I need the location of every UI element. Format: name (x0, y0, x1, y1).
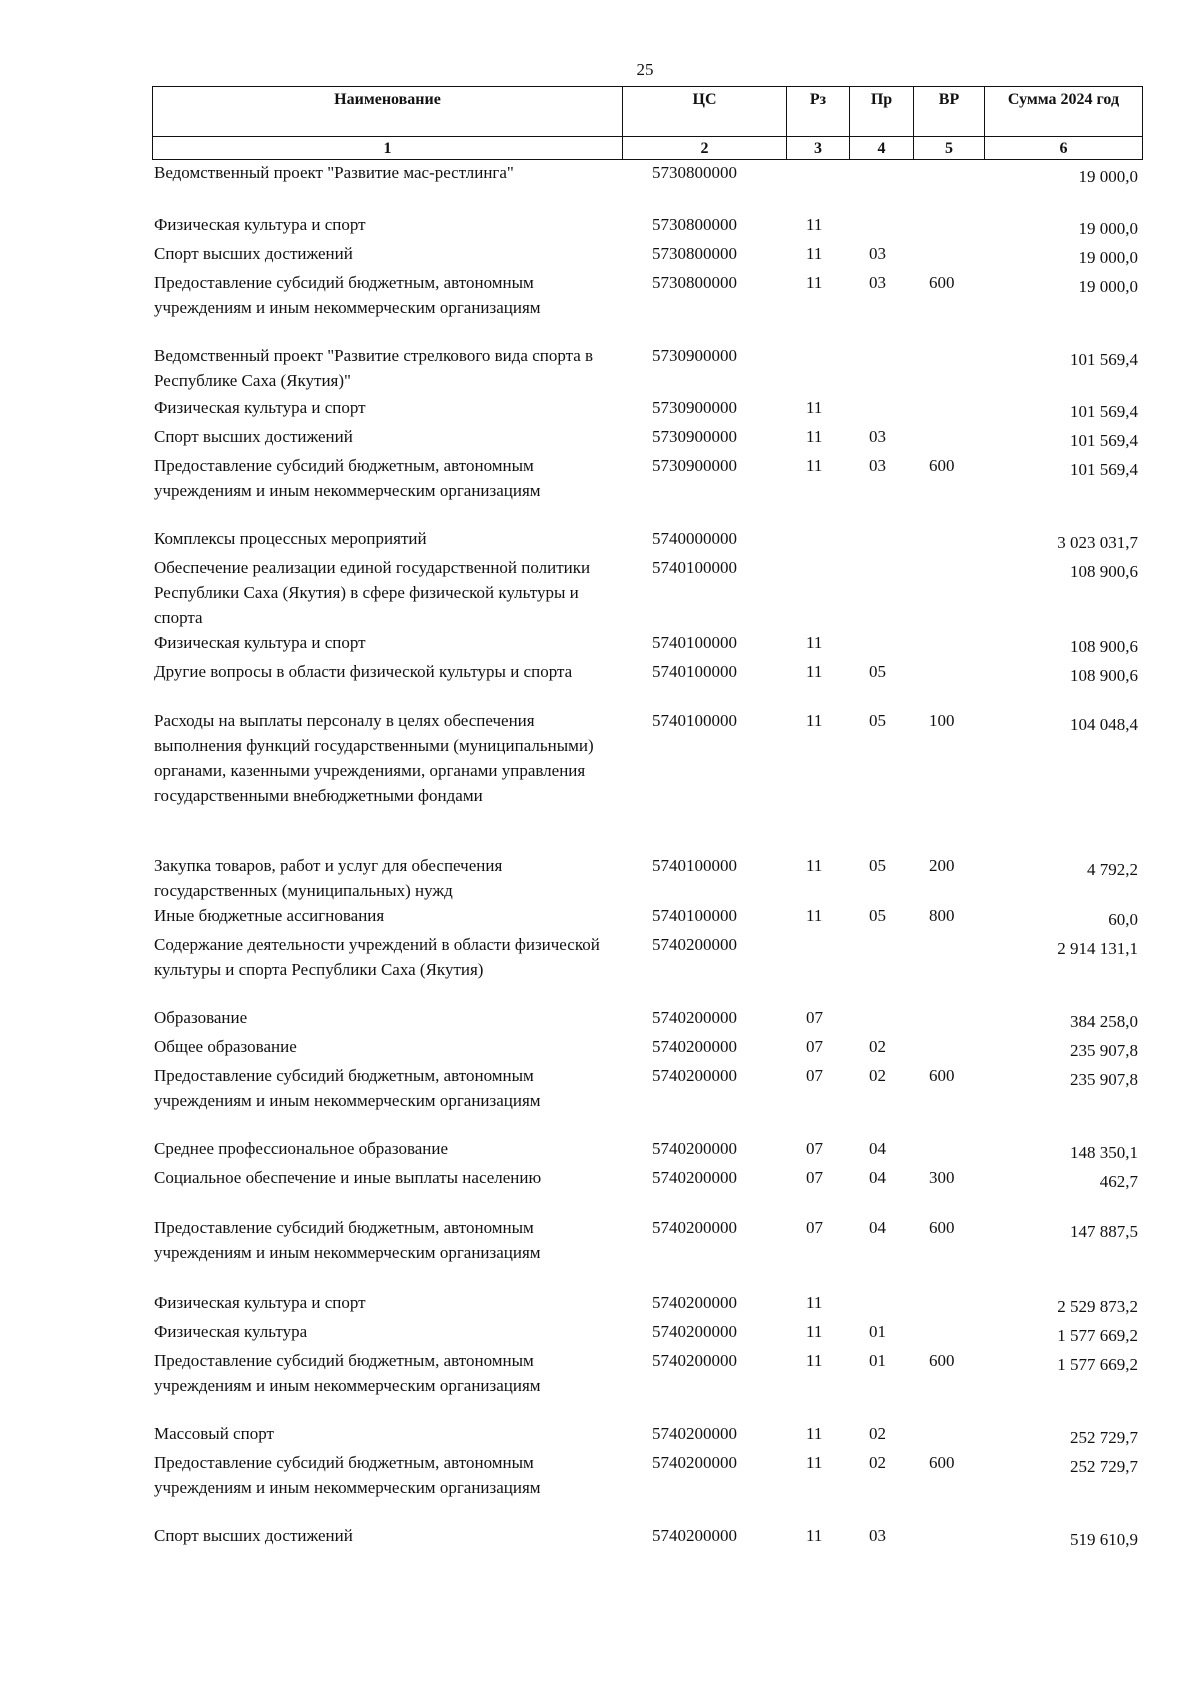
table-row (152, 1005, 1142, 1034)
cell-cs: 5730800000 (652, 215, 737, 234)
cell-name: Комплексы процессных мероприятий (154, 529, 427, 548)
cell-rz: 11 (806, 906, 823, 925)
cell-vr: 600 (929, 273, 955, 292)
cell-cs: 5740100000 (652, 662, 737, 681)
table-row (152, 1290, 1142, 1319)
cell-pr: 05 (869, 711, 886, 730)
cell-name: Предоставление субсидий бюджетным, автономным учреждениям и иным некоммерческим организациям (154, 1066, 541, 1110)
cell-rz: 11 (806, 398, 823, 417)
cell-cs: 5740200000 (652, 935, 737, 954)
cell-vr: 600 (929, 456, 955, 475)
cell-cs: 5740000000 (652, 529, 737, 548)
cell-rz: 11 (806, 1322, 823, 1341)
cell-sum: 2 529 873,2 (1057, 1297, 1138, 1316)
cell-vr: 600 (929, 1453, 955, 1472)
cell-sum: 462,7 (1099, 1172, 1138, 1191)
cell-sum: 108 900,6 (1070, 666, 1138, 685)
cell-pr (849, 160, 913, 212)
table-row (152, 241, 1142, 270)
cell-pr: 02 (869, 1066, 886, 1085)
cell-rz (786, 526, 849, 555)
cell-name: Предоставление субсидий бюджетным, автономным учреждениям и иным некоммерческим организациям (154, 1351, 541, 1395)
cell-rz: 11 (806, 427, 823, 446)
cell-vr (913, 1136, 984, 1165)
cell-sum: 148 350,1 (1070, 1143, 1138, 1162)
cell-cs: 5740100000 (652, 856, 737, 875)
cell-pr: 04 (869, 1218, 886, 1237)
cell-vr (913, 630, 984, 659)
cell-rz: 07 (806, 1218, 823, 1237)
cell-rz: 11 (806, 1293, 823, 1312)
cell-sum: 19 000,0 (1078, 167, 1138, 186)
cell-rz (786, 932, 849, 1005)
cell-cs: 5730800000 (652, 163, 737, 182)
cell-pr: 05 (869, 856, 886, 875)
table-row (152, 1063, 1142, 1136)
cell-sum: 252 729,7 (1070, 1457, 1138, 1476)
cell-name: Предоставление субсидий бюджетным, автономным учреждениям и иным некоммерческим организациям (154, 1218, 541, 1262)
cell-vr (913, 1421, 984, 1450)
cell-vr: 600 (929, 1351, 955, 1370)
cell-cs: 5740200000 (652, 1322, 737, 1341)
cell-name: Среднее профессиональное образование (154, 1139, 449, 1158)
column-number: 2 (623, 137, 787, 160)
cell-cs: 5730800000 (652, 244, 737, 263)
cell-rz: 11 (806, 456, 823, 475)
cell-name: Закупка товаров, работ и услуг для обеспечения государственных (муниципальных) нужд (154, 856, 503, 900)
cell-name: Физическая культура и спорт (154, 633, 366, 652)
cell-vr (913, 343, 984, 395)
cell-pr (849, 343, 913, 395)
cell-sum: 235 907,8 (1070, 1070, 1138, 1089)
cell-vr (913, 212, 984, 241)
cell-cs: 5730900000 (652, 346, 737, 365)
cell-vr: 600 (929, 1066, 955, 1085)
cell-rz: 11 (806, 662, 823, 681)
cell-vr: 100 (929, 711, 955, 730)
cell-pr (849, 555, 913, 630)
table-row (152, 424, 1142, 453)
cell-sum: 1 577 669,2 (1057, 1355, 1138, 1374)
cell-sum: 101 569,4 (1070, 350, 1138, 369)
cell-name: Спорт высших достижений (154, 244, 353, 263)
table-header (152, 86, 1143, 160)
cell-name: Обеспечение реализации единой государственной политики Республики Саха (Якутия) в сфере физической культуры и спорта (154, 558, 591, 627)
cell-name: Ведомственный проект "Развитие мас-рестлинга" (154, 163, 514, 182)
cell-cs: 5740100000 (652, 633, 737, 652)
cell-sum: 3 023 031,7 (1057, 533, 1138, 552)
cell-vr (913, 1005, 984, 1034)
cell-cs: 5730800000 (652, 273, 737, 292)
table-row (152, 630, 1142, 659)
table-row (152, 1421, 1142, 1450)
cell-name: Предоставление субсидий бюджетным, автономным учреждениям и иным некоммерческим организациям (154, 456, 541, 500)
cell-pr: 03 (869, 273, 886, 292)
cell-vr (913, 395, 984, 424)
header-cs: ЦС (623, 87, 787, 137)
cell-cs: 5740200000 (652, 1526, 737, 1545)
table-row (152, 395, 1142, 424)
cell-rz: 11 (806, 711, 823, 730)
cell-rz: 11 (806, 244, 823, 263)
cell-pr: 04 (869, 1168, 886, 1187)
cell-vr (913, 160, 984, 212)
cell-pr: 02 (869, 1453, 886, 1472)
cell-rz (786, 343, 849, 395)
table-row (152, 1034, 1142, 1063)
cell-pr: 05 (869, 906, 886, 925)
cell-sum: 252 729,7 (1070, 1428, 1138, 1447)
cell-cs: 5740100000 (652, 906, 737, 925)
cell-name: Спорт высших достижений (154, 1526, 353, 1545)
table-row (152, 853, 1142, 903)
table-row (152, 270, 1142, 343)
cell-name: Спорт высших достижений (154, 427, 353, 446)
table-row (152, 526, 1142, 555)
cell-name: Содержание деятельности учреждений в области физической культуры и спорта Республики Саха (Якутия) (154, 935, 600, 979)
table-row (152, 1319, 1142, 1348)
header-vr: ВР (914, 87, 985, 137)
table-row (152, 453, 1142, 526)
cell-sum: 101 569,4 (1070, 402, 1138, 421)
cell-name: Физическая культура и спорт (154, 398, 366, 417)
cell-rz: 11 (806, 1424, 823, 1443)
cell-sum: 4 792,2 (1087, 860, 1138, 879)
column-number: 6 (985, 137, 1143, 160)
cell-vr (913, 241, 984, 270)
table-row (152, 932, 1142, 1005)
cell-name: Другие вопросы в области физической культуры и спорта (154, 662, 573, 681)
cell-vr: 200 (929, 856, 955, 875)
cell-vr (913, 526, 984, 555)
cell-cs: 5740200000 (652, 1168, 737, 1187)
cell-name: Предоставление субсидий бюджетным, автономным учреждениям и иным некоммерческим организациям (154, 273, 541, 317)
cell-pr (849, 932, 913, 1005)
table-row (152, 160, 1142, 212)
cell-cs: 5740100000 (652, 711, 737, 730)
cell-cs: 5730900000 (652, 398, 737, 417)
column-number: 4 (850, 137, 914, 160)
cell-rz: 11 (806, 856, 823, 875)
cell-rz: 11 (806, 1453, 823, 1472)
budget-document (152, 86, 1142, 1553)
cell-sum: 1 577 669,2 (1057, 1326, 1138, 1345)
header-pr: Пр (850, 87, 914, 137)
cell-vr (913, 1034, 984, 1063)
cell-pr (849, 212, 913, 241)
table-row (152, 1136, 1142, 1165)
cell-cs: 5730900000 (652, 427, 737, 446)
cell-cs: 5740200000 (652, 1424, 737, 1443)
cell-rz: 11 (806, 215, 823, 234)
cell-pr: 02 (869, 1037, 886, 1056)
cell-vr (913, 555, 984, 630)
cell-pr: 03 (869, 456, 886, 475)
cell-pr (849, 526, 913, 555)
cell-rz: 11 (806, 1351, 823, 1370)
table-row (152, 1523, 1142, 1553)
cell-name: Ведомственный проект "Развитие стрелкового вида спорта в Республике Саха (Якутия)" (154, 346, 594, 390)
cell-rz: 11 (806, 273, 823, 292)
cell-sum: 19 000,0 (1078, 219, 1138, 238)
table-row (152, 212, 1142, 241)
cell-sum: 101 569,4 (1070, 460, 1138, 479)
cell-name: Массовый спорт (154, 1424, 274, 1443)
header-sum: Сумма 2024 год (985, 87, 1143, 137)
cell-vr (913, 932, 984, 1005)
cell-vr: 300 (929, 1168, 955, 1187)
cell-rz: 11 (806, 633, 823, 652)
table-row (152, 659, 1142, 708)
column-number: 3 (787, 137, 850, 160)
cell-sum: 2 914 131,1 (1057, 939, 1138, 958)
cell-cs: 5740200000 (652, 1066, 737, 1085)
cell-rz: 11 (806, 1526, 823, 1545)
cell-name: Образование (154, 1008, 248, 1027)
cell-vr (913, 659, 984, 708)
cell-sum: 104 048,4 (1070, 715, 1138, 734)
budget-table-body (152, 160, 1142, 1553)
table-row (152, 903, 1142, 932)
cell-name: Социальное обеспечение и иные выплаты населению (154, 1168, 542, 1187)
cell-rz: 07 (806, 1168, 823, 1187)
cell-cs: 5740200000 (652, 1293, 737, 1312)
cell-name: Иные бюджетные ассигнования (154, 906, 385, 925)
table-row (152, 1450, 1142, 1523)
header-row (153, 87, 1143, 137)
cell-sum: 108 900,6 (1070, 562, 1138, 581)
cell-cs: 5740100000 (652, 558, 737, 577)
cell-pr (849, 630, 913, 659)
cell-rz: 07 (806, 1037, 823, 1056)
cell-sum: 108 900,6 (1070, 637, 1138, 656)
cell-name: Предоставление субсидий бюджетным, автономным учреждениям и иным некоммерческим организациям (154, 1453, 541, 1497)
cell-rz: 07 (806, 1066, 823, 1085)
cell-cs: 5740200000 (652, 1351, 737, 1370)
cell-rz (786, 160, 849, 212)
cell-sum: 519 610,9 (1070, 1530, 1138, 1549)
cell-cs: 5740200000 (652, 1453, 737, 1472)
cell-name: Расходы на выплаты персоналу в целях обеспечения выполнения функций государственными (муниципальными) органами, казенными учреждениями, органами управления государственными внебюджетными фондами (154, 711, 594, 805)
cell-vr (913, 424, 984, 453)
cell-pr (849, 1005, 913, 1034)
header-rz: Рз (787, 87, 850, 137)
cell-vr: 800 (929, 906, 955, 925)
table-row (152, 1215, 1142, 1290)
cell-vr (913, 1523, 984, 1553)
cell-sum: 235 907,8 (1070, 1041, 1138, 1060)
cell-vr (913, 1319, 984, 1348)
cell-sum: 101 569,4 (1070, 431, 1138, 450)
cell-name: Физическая культура (154, 1322, 308, 1341)
cell-pr: 03 (869, 244, 886, 263)
cell-rz (786, 555, 849, 630)
cell-pr: 01 (869, 1351, 886, 1370)
column-number-row (153, 137, 1143, 160)
cell-vr: 600 (929, 1218, 955, 1237)
page-number: 25 (636, 60, 654, 79)
cell-rz: 07 (806, 1008, 823, 1027)
table-row (152, 1348, 1142, 1421)
table-row (152, 343, 1142, 395)
cell-sum: 60,0 (1108, 910, 1138, 929)
cell-pr: 02 (869, 1424, 886, 1443)
cell-pr (849, 395, 913, 424)
column-number: 5 (914, 137, 985, 160)
table-row (152, 1165, 1142, 1215)
header-name: Наименование (153, 87, 623, 137)
cell-sum: 19 000,0 (1078, 277, 1138, 296)
cell-rz: 07 (806, 1139, 823, 1158)
cell-pr: 05 (869, 662, 886, 681)
cell-cs: 5730900000 (652, 456, 737, 475)
cell-pr: 03 (869, 427, 886, 446)
cell-cs: 5740200000 (652, 1218, 737, 1237)
cell-name: Физическая культура и спорт (154, 215, 366, 234)
cell-sum: 384 258,0 (1070, 1012, 1138, 1031)
cell-name: Общее образование (154, 1037, 297, 1056)
cell-sum: 147 887,5 (1070, 1222, 1138, 1241)
column-number: 1 (153, 137, 623, 160)
table-row (152, 708, 1142, 853)
cell-cs: 5740200000 (652, 1037, 737, 1056)
cell-cs: 5740200000 (652, 1139, 737, 1158)
table-row (152, 555, 1142, 630)
cell-pr: 01 (869, 1322, 886, 1341)
cell-cs: 5740200000 (652, 1008, 737, 1027)
cell-pr (849, 1290, 913, 1319)
cell-pr: 03 (869, 1526, 886, 1545)
cell-name: Физическая культура и спорт (154, 1293, 366, 1312)
cell-pr: 04 (869, 1139, 886, 1158)
cell-vr (913, 1290, 984, 1319)
cell-sum: 19 000,0 (1078, 248, 1138, 267)
